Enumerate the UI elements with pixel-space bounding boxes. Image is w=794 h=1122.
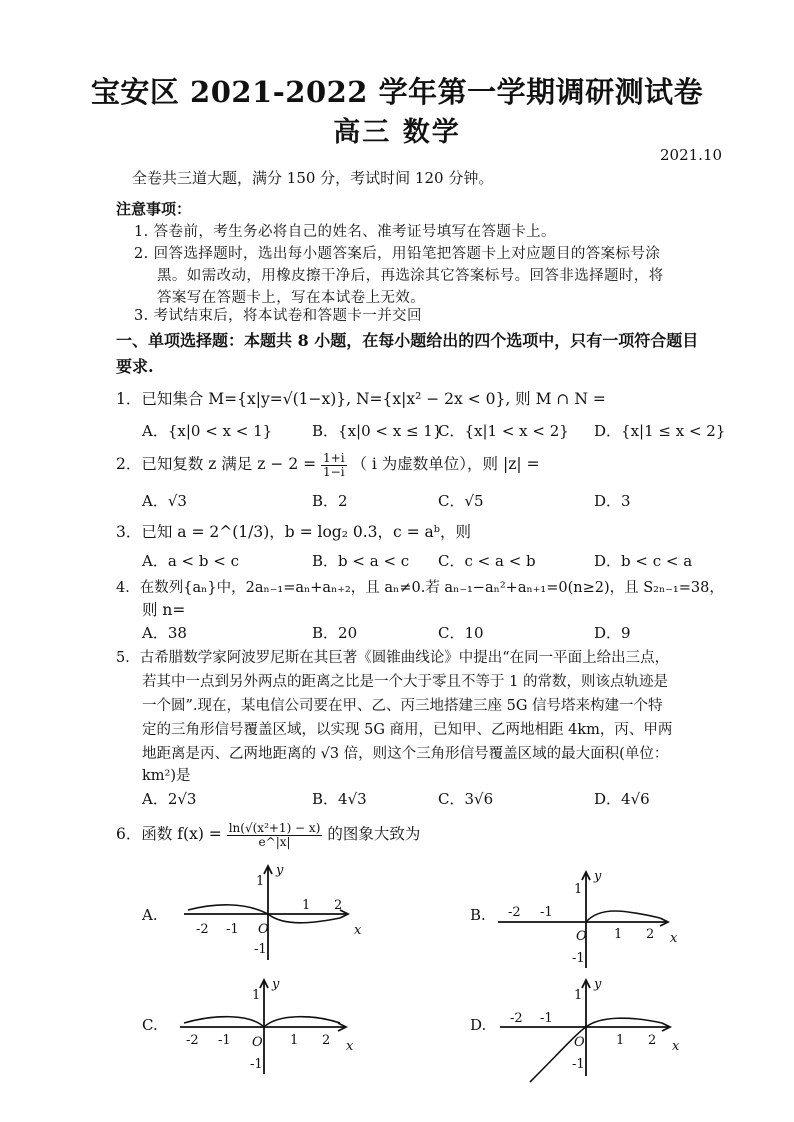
graph-b-tick-m2: -2 xyxy=(508,905,521,920)
q1-option-a: A．{x|0 < x < 1} xyxy=(142,422,273,440)
graph-b-tick-1: 1 xyxy=(614,927,623,942)
note-2-cont2: 答案写在答题卡上，写在本试卷上无效。 xyxy=(157,290,426,306)
graph-a-x-label: x xyxy=(354,923,362,938)
graph-c-x-label: x xyxy=(346,1039,354,1054)
q3-option-c: C．c < a < b xyxy=(438,552,536,570)
exam-subtitle: 高三 数学 xyxy=(333,117,461,148)
q6-fraction-num: ln(√(x²+1) − x) xyxy=(228,821,321,835)
q2-stem-post: （ i 为虚数单位），则 |z| = xyxy=(351,455,540,474)
q4-stem-cont: 则 n= xyxy=(142,601,186,619)
graph-c-ym1-label: -1 xyxy=(250,1057,263,1072)
graph-c-tick-m2: -2 xyxy=(186,1033,199,1048)
graph-b-tick-2: 2 xyxy=(646,927,655,942)
q5-line-3: 一个圆”.现在，某电信公司要在甲、乙、丙三地搭建三座 5G 信号塔来构建一个特 xyxy=(142,698,663,714)
q5-line-2: 若其中一点到另外两点的距离之比是一个大于零且不等于 1 的常数，则该点轨迹是 xyxy=(142,674,668,690)
graph-b-y1-label: 1 xyxy=(574,882,583,897)
q5-line-6: km²)是 xyxy=(142,768,191,784)
graph-d-ym1-label: -1 xyxy=(572,1057,585,1072)
note-2: 2. 回答选择题时，选出每小题答案后，用铅笔把答题卡上对应题目的答案标号涂 xyxy=(134,246,661,262)
graph-c-tick-m1: -1 xyxy=(218,1033,231,1048)
q2-option-a: A．√3 xyxy=(142,492,187,510)
q6-stem-pre: 6．函数 f(x) = xyxy=(116,825,222,844)
graph-d-y-label: y xyxy=(594,977,602,992)
exam-intro: 全卷共三道大题，满分 150 分，考试时间 120 分钟。 xyxy=(132,169,494,187)
q5-line-1: 5．古希腊数学家阿波罗尼斯在其巨著《圆锥曲线论》中提出“在同一平面上给出三点， xyxy=(116,650,670,666)
q6-option-a-label: A. xyxy=(142,906,158,924)
note-1: 1. 答卷前，考生务必将自己的姓名、准考证号填写在答题卡上。 xyxy=(134,224,556,240)
notes-heading: 注意事项： xyxy=(116,200,192,218)
q4-option-a: A．38 xyxy=(142,624,187,642)
graph-c-tick-1: 1 xyxy=(290,1033,299,1048)
graph-b-curve xyxy=(586,911,660,922)
graph-b-tick-m1: -1 xyxy=(540,905,553,920)
q5-line-5: 地距离是丙、乙两地距离的 √3 倍，则这个三角形信号覆盖区域的最大面积(单位： xyxy=(142,746,669,762)
q5-option-d: D．4√6 xyxy=(594,790,650,808)
q6-option-d-label: D. xyxy=(470,1016,487,1034)
q3-option-d: D．b < c < a xyxy=(594,552,693,570)
graph-c-origin: O xyxy=(252,1035,263,1050)
q4-option-b: B．20 xyxy=(312,624,358,642)
q1-stem: 1．已知集合 M={x|y=√(1−x)}, N={x|x² − 2x < 0}, 则 M ∩ N = xyxy=(116,390,606,408)
graph-a-tick-2: 2 xyxy=(334,898,343,913)
section-heading-cont: 要求. xyxy=(116,357,154,376)
q3-option-a: A．a < b < c xyxy=(142,552,239,570)
graph-b-y-label: y xyxy=(594,869,602,884)
q6-option-c-label: C. xyxy=(142,1016,158,1034)
graph-a-ym1-label: -1 xyxy=(254,942,267,957)
graph-b-ym1-label: -1 xyxy=(572,951,585,966)
graph-b-origin: O xyxy=(576,929,587,944)
graph-a-tick-m2: -2 xyxy=(196,922,209,937)
graph-a-tick-m1: -1 xyxy=(226,922,239,937)
q2-option-b: B．2 xyxy=(312,492,348,510)
q6-option-b-label: B. xyxy=(470,906,486,924)
q4-option-d: D．9 xyxy=(594,624,631,642)
q3-option-b: B．b < a < c xyxy=(312,552,410,570)
graph-a-tick-1: 1 xyxy=(302,898,311,913)
graph-b-x-label: x xyxy=(670,931,678,946)
q6-stem-post: 的图象大致为 xyxy=(327,825,421,844)
exam-title: 宝安区 2021-2022 学年第一学期调研测试卷 xyxy=(90,75,704,109)
graph-d-y1-label: 1 xyxy=(574,988,583,1003)
section-heading: 一、单项选择题：本题共 8 小题，在每小题给出的四个选项中，只有一项符合题目 xyxy=(116,331,699,350)
q5-option-c: C．3√6 xyxy=(438,790,494,808)
q4-stem: 4．在数列{aₙ}中，2aₙ₋₁=aₙ+aₙ₊₂，且 aₙ≠0.若 aₙ₋₁−aₙ²+aₙ₊₁=0(n≥2)，且 S₂ₙ₋₁=38， xyxy=(116,580,724,596)
q2-stem-pre: 2．已知复数 z 满足 z − 2 = xyxy=(116,455,317,474)
graph-d-tick-m1: -1 xyxy=(540,1011,553,1026)
q1-option-b: B．{x|0 < x ≤ 1} xyxy=(312,422,443,440)
q1-option-c: C．{x|1 < x < 2} xyxy=(438,422,569,440)
q6-fraction-den: e^|x| xyxy=(258,834,291,849)
graph-a-y-label: y xyxy=(276,863,284,878)
graph-d-x-label: x xyxy=(672,1039,680,1054)
q5-option-a: A．2√3 xyxy=(142,790,197,808)
q2-option-d: D．3 xyxy=(594,492,631,510)
graph-c-y-label: y xyxy=(272,977,280,992)
graph-d-tick-1: 1 xyxy=(616,1033,625,1048)
graph-d-tick-m2: -2 xyxy=(510,1011,523,1026)
q5-option-b: B．4√3 xyxy=(312,790,367,808)
graph-c-tick-2: 2 xyxy=(322,1033,331,1048)
graph-a-y1-label: 1 xyxy=(256,874,265,889)
note-2-cont: 黑。如需改动，用橡皮擦干净后，再选涂其它答案标号。回答非选择题时，将 xyxy=(157,268,664,284)
note-3: 3. 考试结束后，将本试卷和答题卡一并交回 xyxy=(134,308,422,324)
q2-option-c: C．√5 xyxy=(438,492,484,510)
graph-c-curve xyxy=(184,1017,340,1027)
q4-option-c: C．10 xyxy=(438,624,484,642)
q5-line-4: 定的三角形信号覆盖区域，以实现 5G 商用，已知甲、乙两地相距 4km，丙、甲两 xyxy=(142,722,673,738)
q1-option-d: D．{x|1 ≤ x < 2} xyxy=(594,422,726,440)
exam-date: 2021.10 xyxy=(660,146,723,164)
q2-fraction-num: 1+i xyxy=(323,451,345,465)
graph-c-y1-label: 1 xyxy=(252,988,261,1003)
graph-d-origin: O xyxy=(574,1035,585,1050)
q2-fraction-den: 1−i xyxy=(323,464,345,479)
graph-d-tick-2: 2 xyxy=(648,1033,657,1048)
graph-a-origin: O xyxy=(258,922,269,937)
q3-stem: 3．已知 a = 2^(1/3)，b = log₂ 0.3，c = aᵇ，则 xyxy=(116,523,471,541)
